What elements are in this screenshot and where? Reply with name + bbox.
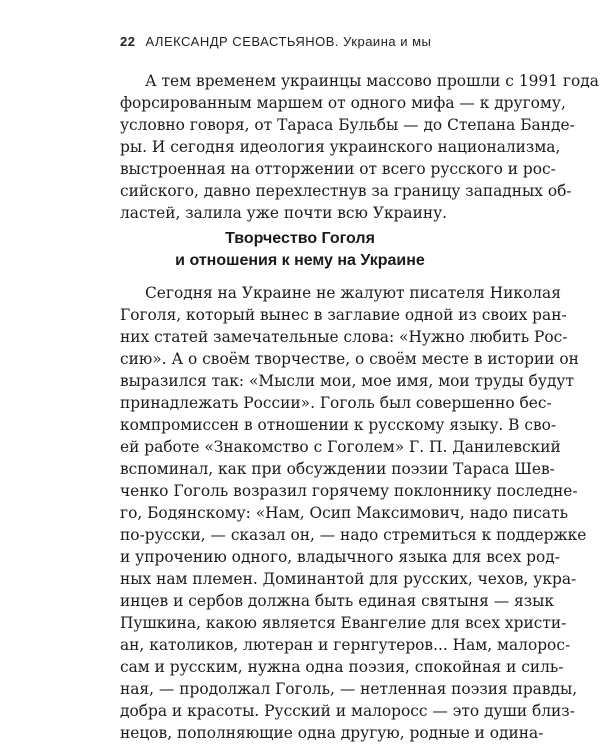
paragraph-2-line: сам и русским, нужна одна поэзия, спокойная и силь- <box>120 658 564 676</box>
paragraph-1-line: сийского, давно перехлестнув за границу западных об- <box>120 182 572 200</box>
paragraph-2-line: ей работе «Знакомство с Гоголем» Г. П. Данилевский <box>120 438 561 456</box>
paragraph-2-line: ная, — продолжал Гоголь, — нетленная поэзия правды, <box>120 680 578 698</box>
paragraph-2-line: Гоголя, который вынес в заглавие одной из своих ран- <box>120 306 567 324</box>
paragraph-1-line: выстроенная на отторжении от всего русского и рос- <box>120 160 556 178</box>
paragraph-2-line: нецов, пополняющие одна другую, родные и одина- <box>120 724 544 742</box>
paragraph-1-line: ры. И сегодня идеология украинского национализма, <box>120 138 561 156</box>
paragraph-2-line: и упрочению одного, владычного языка для всех род- <box>120 548 560 566</box>
section-heading-line-1: Творчество Гоголя <box>225 230 375 247</box>
paragraph-1-line: условно говоря, от Тараса Бульбы — до Степана Банде- <box>120 116 575 134</box>
paragraph-2-line: Сегодня на Украине не жалуют писателя Николая <box>145 284 561 302</box>
paragraph-2-line: Пушкина, какою является Евангелие для всех христи- <box>120 614 567 632</box>
paragraph-2-line: инцев и сербов должна быть единая святыня — язык <box>120 592 554 610</box>
paragraph-2-line: компромиссен в отношении к русскому языку. В сво- <box>120 416 557 434</box>
paragraph-2-line: ченко Гоголь возразил горячему поклоннику последне- <box>120 482 578 500</box>
paragraph-2-line: добра и красоты. Русский и малоросс — это души близ- <box>120 702 575 720</box>
paragraph-2-line: по-русски, — сказал он, — надо стремиться к поддержке <box>120 526 587 544</box>
section-heading-line-2: и отношения к нему на Украине <box>175 252 425 269</box>
paragraph-1-line: А тем временем украинцы массово прошли с 1991 года <box>145 72 599 90</box>
running-head <box>120 34 431 49</box>
paragraph-1-line: ластей, залила уже почти всю Украину. <box>120 204 448 222</box>
paragraph-2-line: принадлежать России». Гоголь был совершенно бес- <box>120 394 552 412</box>
page-number: 22 <box>120 34 136 49</box>
paragraph-2-line: вспоминал, как при обсуждении поэзии Тараса Шев- <box>120 460 555 478</box>
paragraph-2-line: сию». А о своём творчестве, о своём месте в истории он <box>120 350 579 368</box>
paragraph-2-line: них статей замечательные слова: «Нужно любить Рос- <box>120 328 568 346</box>
paragraph-2-line: го, Бодянскому: «Нам, Осип Максимович, надо писать <box>120 504 568 522</box>
paragraph-2-line: выразился так: «Мысли мои, мое имя, мои труды будут <box>120 372 574 390</box>
paragraph-1-line: форсированным маршем от одного мифа — к другому, <box>120 94 566 112</box>
paragraph-2-line: ан, католиков, лютеран и гернгутеров... Нам, малорос- <box>120 636 571 654</box>
running-title: АЛЕКСАНДР СЕВАСТЬЯНОВ. Украина и мы <box>145 34 432 49</box>
paragraph-2-line: ных нам племен. Доминантой для русских, чехов, укра- <box>120 570 577 588</box>
